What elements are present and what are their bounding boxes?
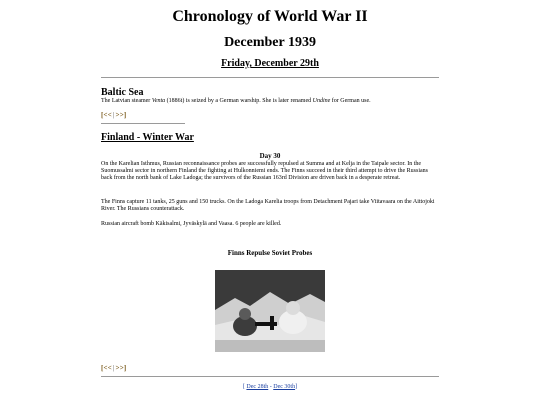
baltic-text-part: (1886t) is seized by a German warship. She is later renamed: [165, 98, 313, 104]
baltic-text-part: for German use.: [330, 98, 371, 104]
date-heading: Friday, December 29th: [221, 58, 319, 69]
ship-name-undine: Undine: [312, 98, 331, 104]
prev-link[interactable]: <<: [103, 364, 112, 372]
footer-bracket: ]: [295, 384, 298, 390]
next-day-link[interactable]: Dec 30th: [273, 384, 296, 390]
day-label: Day 30: [259, 152, 281, 160]
prev-day-link[interactable]: Dec 28th: [246, 384, 269, 390]
baltic-text: [101, 98, 439, 105]
nav-separator: |: [112, 111, 115, 119]
ship-name-venta: Venta: [151, 98, 166, 104]
bracket-right: ]: [123, 364, 127, 372]
next-link[interactable]: >>: [115, 364, 124, 372]
baltic-text-part: The Latvian steamer: [101, 98, 152, 104]
page-title: Chronology of World War II: [172, 8, 368, 25]
section-nav: [101, 111, 126, 119]
next-link[interactable]: >>: [115, 111, 124, 119]
footer-bracket: [: [242, 384, 247, 390]
finland-paragraph-3: Russian aircraft bomb Käkisalmi, Jyväskylä and Vaasa. 6 people are killed.: [101, 221, 282, 227]
photo-image: [215, 270, 325, 352]
nav-separator: |: [112, 364, 115, 372]
prev-link[interactable]: <<: [103, 111, 112, 119]
month-title: December 1939: [224, 35, 316, 50]
finland-paragraph-2: The Finns capture 11 tanks, 25 guns and 150 trucks. On the Ladoga Karelia troops from Detachment Pajari take Viitavaara on the Aittojoki River. The Russians counterattack.: [101, 199, 435, 212]
divider-bottom: [101, 376, 439, 377]
bracket-left: [: [101, 364, 104, 372]
finland-heading[interactable]: Finland - Winter War: [101, 132, 194, 143]
divider: [101, 77, 439, 78]
bracket-left: [: [101, 111, 104, 119]
bracket-right: ]: [123, 111, 127, 119]
short-divider: [101, 123, 185, 124]
finland-paragraph-1: On the Karelian Isthmus, Russian reconnaissance probes are successfully repulsed at Summa and at Kelja in the Taipale sector. In the Suomussalmi sector in northern Finland the fighting at Hulkonniemi ends. The Finns succeed in their third attempt to drive the Russians back from the north bank of Lake Ladoga; the survivors of the Russian 163rd Division are driven back in a desperate retreat.: [101, 161, 429, 181]
soldiers-photo: [215, 270, 325, 352]
day-navigation: [0, 384, 540, 390]
section-nav-bottom: [101, 364, 126, 372]
footer-dash: -: [268, 384, 274, 390]
baltic-heading: Baltic Sea: [101, 87, 144, 98]
photo-caption: Finns Repulse Soviet Probes: [227, 249, 313, 257]
